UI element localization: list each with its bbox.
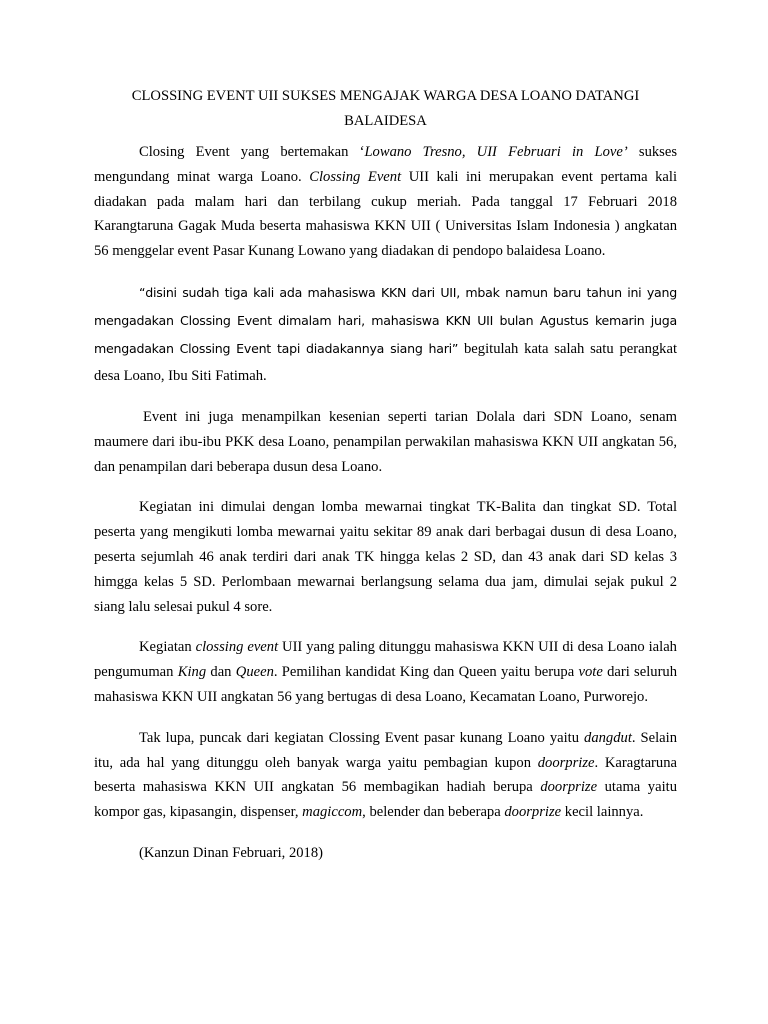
document-page xyxy=(94,84,677,866)
text-fragment: . Selain itu, ada hal yang ditunggu oleh banyak warga yaitu pembagian kupon xyxy=(94,729,677,771)
intro-text-e: UII kali ini merupakan event pertama kali diadakan pada malam hari dan terbilang cukup meriah. Pada tanggal 17 Februari 2018 Karangtaruna Gagak Muda beserta mahasiswa KKN UII ( Universitas Islam Indonesia ) angkatan 56 menggelar event Pasar Kunang Lowano yang diadakan di pendopo balaidesa Loano. xyxy=(94,168,677,260)
quote-text: “disini sudah tiga kali ada mahasiswa KKN dari UII, mbak namun baru tahun ini yang mengadakan Clossing Event dimalam hari, mahasiswa KKN UII bulan Agustus kemarin juga mengadakan Clossing Event tapi diadakannya siang hari” xyxy=(94,284,677,356)
italic-fragment: Queen xyxy=(235,664,274,681)
paragraph-performances: Event ini juga menampilkan kesenian seperti tarian Dolala dari SDN Loano, senam maumere dari ibu-ibu PKK desa Loano, penampilan perwakilan mahasiswa KKN UII angkatan 56, dan penampilan dari beberapa dusun desa Loano. xyxy=(94,408,677,475)
paragraph-king-queen xyxy=(94,635,677,709)
quote-attribution: begitulah kata salah satu perangkat desa Loano, Ibu Siti Fatimah. xyxy=(94,340,677,384)
text-fragment: , belender dan beberapa xyxy=(362,804,505,821)
text-fragment: dari seluruh mahasiswa KKN UII angkatan 56 yang bertugas di desa Loano, Kecamatan Loano, Purworejo. xyxy=(94,664,678,705)
text-fragment: Kegiatan xyxy=(139,639,196,656)
author-signature: (Kanzun Dinan Februari, 2018) xyxy=(139,844,323,861)
italic-fragment: doorprize xyxy=(537,754,595,771)
italic-fragment: dangdut xyxy=(584,729,632,746)
article-title: CLOSSING EVENT UII SUKSES MENGAJAK WARGA DESA LOANO DATANGI BALAIDESA xyxy=(131,88,640,129)
intro-text-c: sukses mengundang minat warga Loano. xyxy=(94,144,677,185)
italic-fragment: doorprize xyxy=(540,779,598,796)
italic-fragment: vote xyxy=(578,664,603,681)
text-fragment: utama yaitu kompor gas, kipasangin, dispenser, xyxy=(94,779,677,821)
text-fragment: . Pemilihan kandidat King dan Queen yaitu berupa xyxy=(273,664,579,681)
paragraph-intro xyxy=(94,140,677,264)
italic-fragment: clossing event xyxy=(195,639,279,656)
paragraph-quote xyxy=(94,279,677,390)
intro-text-a: Closing Event yang bertemakan ‘ xyxy=(139,144,365,160)
italic-fragment: doorprize xyxy=(504,804,562,821)
paragraph-dangdut-doorprize xyxy=(94,726,677,825)
italic-fragment: magiccom xyxy=(302,804,363,821)
italic-fragment: King xyxy=(177,664,207,681)
text-fragment: Tak lupa, puncak dari kegiatan Clossing Event pasar kunang Loano yaitu xyxy=(139,729,585,746)
intro-event-italic: Clossing Event xyxy=(309,168,402,185)
text-fragment: UII yang paling ditunggu mahasiswa KKN UII di desa Loano ialah pengumuman xyxy=(94,639,677,681)
intro-theme-italic: Lowano Tresno, UII Februari in Love’ xyxy=(364,144,628,160)
text-fragment: dan xyxy=(206,664,236,681)
text-fragment: . Karagtaruna beserta mahasiswa KKN UII angkatan 56 membagikan hadiah berupa xyxy=(94,754,677,796)
paragraph-competition: Kegiatan ini dimulai dengan lomba mewarnai tingkat TK-Balita dan tingkat SD. Total peserta yang mengikuti lomba mewarnai yaitu sekitar 89 anak dari berbagai dusun di desa Loano, peserta sejumlah 46 anak terdiri dari anak TK hingga kelas 2 SD, dan 43 anak dari SD kelas 3 himgga kelas 5 SD. Perlombaan mewarnai berlangsung selama dua jam, dimulai sejak pukul 2 siang lalu selesai pukul 4 sore. xyxy=(94,499,677,615)
text-fragment: kecil lainnya. xyxy=(561,804,644,821)
